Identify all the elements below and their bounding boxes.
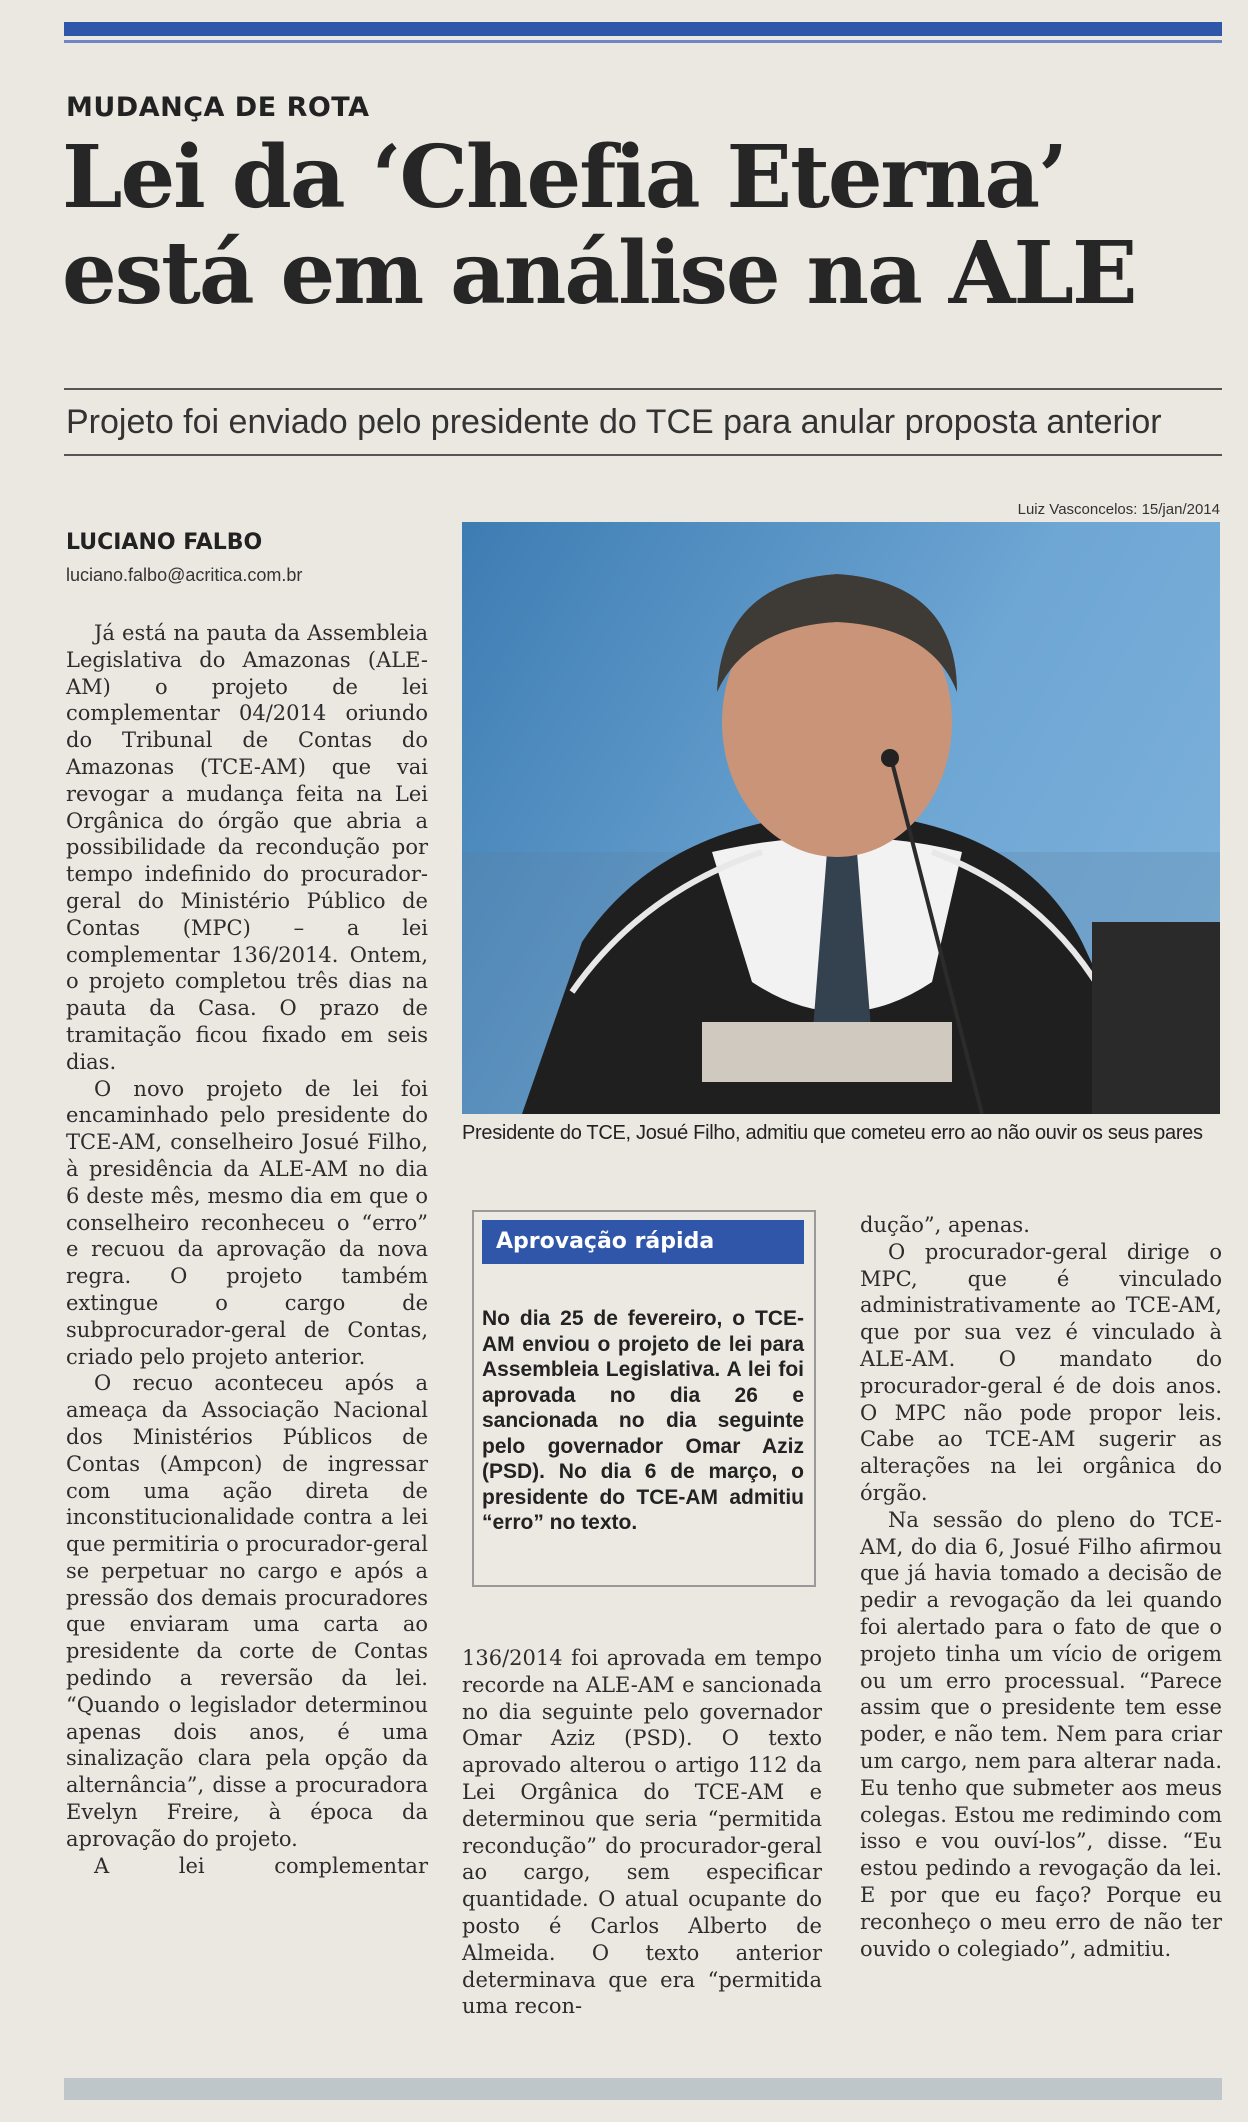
article-column-3 bbox=[860, 1212, 1222, 1962]
subhead-top-rule bbox=[64, 388, 1222, 390]
subhead-bottom-rule bbox=[64, 454, 1222, 456]
paragraph: O recuo aconteceu após a ameaça da Associação Nacional dos Ministérios Públicos de Contas (Ampcon) de ingressar com uma ação direta de inconstitucionalidade contra a lei que permitiria o procurador-geral se perpetuar no cargo e após a pressão dos demais procuradores que enviaram uma carta ao presidente da corte de Contas pedindo a reversão da lei. “Quando o legislador determinou apenas dois anos, é uma sinalização clara pela opção da alternância”, disse a procuradora Evelyn Freire, à época da aprovação do projeto. bbox=[66, 1371, 428, 1851]
article-photo bbox=[462, 522, 1220, 1114]
kicker: MUDANÇA DE ROTA bbox=[66, 92, 370, 123]
article-column-1 bbox=[66, 620, 428, 1879]
paragraph: Já está na pauta da Assembleia Legislativa do Amazonas (ALE-AM) o projeto de lei complementar 04/2014 oriundo do Tribunal de Contas do Amazonas (TCE-AM) que vai revogar a mudança feita na Lei Orgânica do órgão que abria a possibilidade da recondução por tempo indefinido do procurador-geral do Ministério Público de Contas (MPC) – a lei complementar 136/2014. Ontem, o projeto completou três dias na pauta da Casa. O prazo de tramitação ficou fixado em seis dias. bbox=[66, 621, 428, 1074]
photo-credit: Luiz Vasconcelos: 15/jan/2014 bbox=[1017, 501, 1220, 518]
headline bbox=[62, 127, 1232, 324]
top-color-band bbox=[64, 22, 1222, 36]
paragraph: Na sessão do pleno do TCE-AM, do dia 6, Josué Filho afirmou que já havia tomado a decisão de pedir a revogação da lei quando foi alertado para o fato de que o projeto tinha um vício de origem ou um erro processual. “Parece assim que o presidente tem esse poder, e não tem. Nem para criar um cargo, nem para alterar nada. Eu tenho que submeter aos meus colegas. Estou me redimindo com isso e vou ouví-los”, disse. “Eu estou pedindo a revogação da lei. E por que eu faço? Porque eu reconheço o meu erro de não ter ouvido o colegiado”, admitiu. bbox=[860, 1507, 1222, 1961]
headline-line-2: está em análise na ALE bbox=[62, 223, 1136, 324]
paragraph: A lei complementar bbox=[94, 1853, 428, 1878]
bottom-color-band bbox=[64, 2078, 1222, 2100]
photo-caption: Presidente do TCE, Josué Filho, admitiu que cometeu erro ao não ouvir os seus pares bbox=[462, 1122, 1203, 1144]
top-thin-band bbox=[64, 40, 1222, 43]
subhead: Projeto foi enviado pelo presidente do TCE para anular proposta anterior bbox=[66, 403, 1162, 441]
sidebar-title: Aprovação rápida bbox=[482, 1220, 804, 1264]
headline-line-1: Lei da ‘Chefia Eterna’ bbox=[62, 127, 1067, 228]
sidebar-body: No dia 25 de fevereiro, o TCE-AM enviou o projeto de lei para Assembleia Legislativa. A lei foi aprovada no dia 26 e sancionada no dia seguinte pelo governador Omar Aziz (PSD). No dia 6 de março, o presidente do TCE-AM admitiu “erro” no texto. bbox=[482, 1307, 804, 1534]
article-column-2 bbox=[462, 1645, 822, 2020]
paragraph: 136/2014 foi aprovada em tempo recorde na ALE-AM e sancionada no dia seguinte pelo governador Omar Aziz (PSD). O texto aprovado alterou o artigo 112 da Lei Orgânica do TCE-AM e determinou que seria “permitida recondução” do procurador-geral ao cargo, sem especificar quantidade. O atual ocupante do posto é Carlos Alberto de Almeida. O texto anterior determinava que era “permitida uma recon- bbox=[462, 1646, 822, 2019]
paragraph: dução”, apenas. bbox=[860, 1213, 1030, 1237]
sidebar-box bbox=[472, 1210, 816, 1587]
portrait-illustration bbox=[462, 522, 1220, 1114]
author-email: luciano.falbo@acritica.com.br bbox=[66, 565, 303, 585]
paragraph: O procurador-geral dirige o MPC, que é vinculado administrativamente ao TCE-AM, que por sua vez é vinculado à ALE-AM. O mandato do procurador-geral é de dois anos. O MPC não pode propor leis. Cabe ao TCE-AM sugerir as alterações na lei orgânica do órgão. bbox=[860, 1239, 1222, 1505]
author-byline: LUCIANO FALBO bbox=[66, 530, 263, 555]
paragraph: O novo projeto de lei foi encaminhado pelo presidente do TCE-AM, conselheiro Josué Filho, à presidência da ALE-AM no dia 6 deste mês, mesmo dia em que o conselheiro reconheceu o “erro” e recuou da aprovação da nova regra. O projeto também extingue o cargo de subprocurador-geral de Contas, criado pelo projeto anterior. bbox=[66, 1076, 428, 1369]
